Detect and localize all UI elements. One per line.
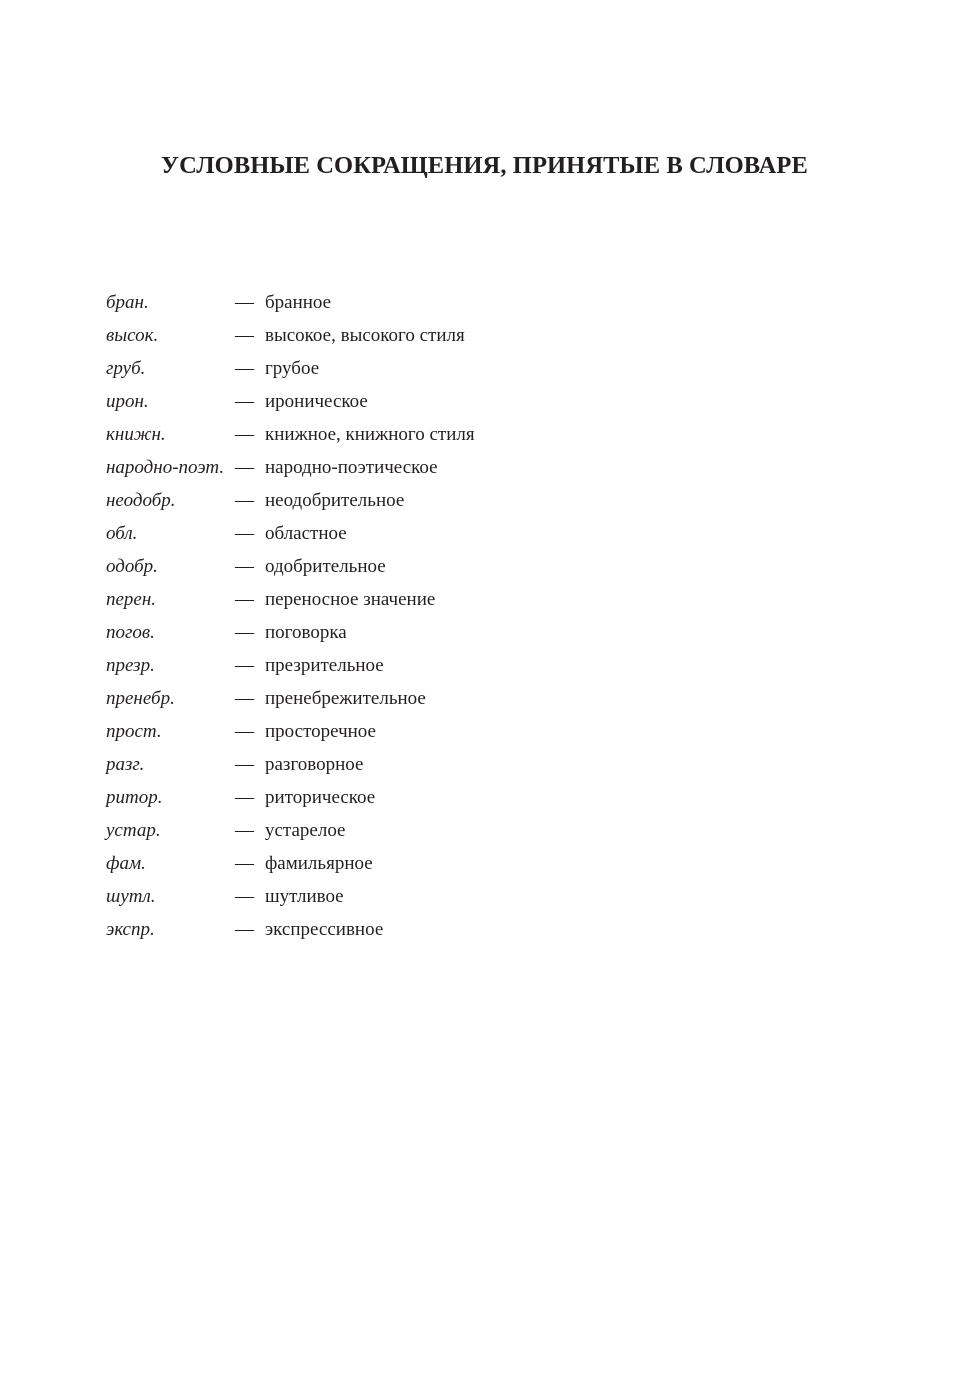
abbreviation: перен. [106,589,157,610]
abbreviation: высок. [106,325,159,346]
abbreviation: книжн. [106,424,166,445]
meaning: неодобрительное [265,490,405,511]
list-item [106,682,475,715]
abbreviation: ирон. [106,391,149,412]
dash: — [235,919,254,940]
abbreviation: разг. [106,754,145,775]
dash: — [235,292,254,313]
list-item [106,781,475,814]
abbreviation: устар. [106,820,161,841]
dash: — [235,853,254,874]
meaning: высокое, высокого стиля [265,325,465,346]
meaning: одобрительное [265,556,386,577]
dash: — [235,358,254,379]
list-item [106,550,475,583]
abbreviation: шутл. [106,886,156,907]
dash: — [235,424,254,445]
meaning: презрительное [265,655,384,676]
dash: — [235,622,254,643]
meaning: областное [265,523,347,544]
list-item [106,880,475,913]
abbreviation: обл. [106,523,138,544]
meaning: разговорное [265,754,364,775]
list-item [106,583,475,616]
list-item [106,385,475,418]
meaning: шутливое [265,886,344,907]
meaning: бранное [265,292,332,313]
abbreviation: погов. [106,622,155,643]
list-item [106,748,475,781]
list-item [106,517,475,550]
list-item [106,847,475,880]
abbreviation: одобр. [106,556,158,577]
abbreviation: презр. [106,655,155,676]
list-item [106,451,475,484]
dash: — [235,589,254,610]
abbreviation: груб. [106,358,146,379]
abbreviation: народно-поэт. [106,457,225,478]
abbreviation: пренебр. [106,688,175,709]
dash: — [235,886,254,907]
meaning: грубое [265,358,320,379]
abbreviation: прост. [106,721,162,742]
meaning: народно-поэтическое [265,457,438,478]
meaning: устарелое [265,820,346,841]
list-item [106,814,475,847]
meaning: риторическое [265,787,376,808]
dash: — [235,490,254,511]
page-title: УСЛОВНЫЕ СОКРАЩЕНИЯ, ПРИНЯТЫЕ В СЛОВАРЕ [161,152,808,179]
dash: — [235,391,254,412]
list-item [106,484,475,517]
dash: — [235,655,254,676]
meaning: книжное, книжного стиля [265,424,475,445]
list-item [106,352,475,385]
abbreviation: неодобр. [106,490,176,511]
abbreviation-list [106,286,475,946]
dash: — [235,325,254,346]
abbreviation: бран. [106,292,149,313]
abbreviation: экспр. [106,919,155,940]
meaning: просторечное [265,721,376,742]
meaning: поговорка [265,622,347,643]
dash: — [235,754,254,775]
dash: — [235,721,254,742]
list-item [106,649,475,682]
dash: — [235,820,254,841]
dash: — [235,688,254,709]
meaning: переносное значение [265,589,436,610]
list-item [106,715,475,748]
dash: — [235,787,254,808]
list-item [106,616,475,649]
meaning: ироническое [265,391,368,412]
meaning: фамильярное [265,853,373,874]
abbreviation: ритор. [106,787,163,808]
list-item [106,418,475,451]
dash: — [235,556,254,577]
meaning: пренебрежительное [265,688,426,709]
list-item [106,913,475,946]
abbreviation: фам. [106,853,146,874]
dash: — [235,457,254,478]
list-item [106,319,475,352]
meaning: экспрессивное [265,919,384,940]
dash: — [235,523,254,544]
list-item [106,286,475,319]
